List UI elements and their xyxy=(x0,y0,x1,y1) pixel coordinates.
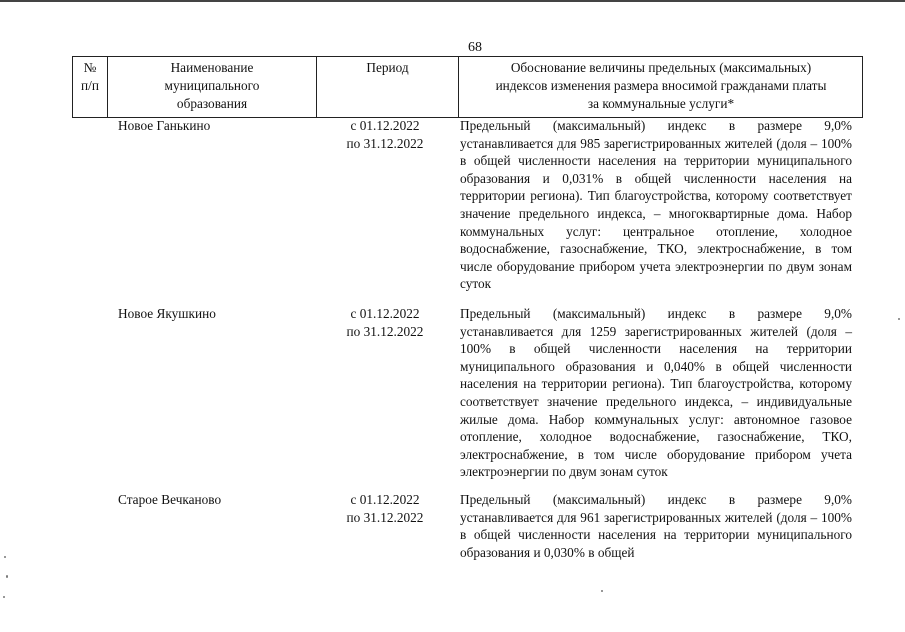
header-municipality: Наименование муниципального образования xyxy=(164,60,260,111)
basis-text: Предельный (максимальный) индекс в размере 9,0% устанавливается для 985 зарегистрированных жителей (доля – 100% в общей численности населения на территории муниципального образования и 0,031% в общей численности населения на территории региона). Тип благоустройства, которому соответствует значение предельного индекса, – многоквартирные дома. Набор коммунальных услуг: центральное отопление, холодное водоснабжение, газоснабжение, ТКО, электроснабжение, в том числе оборудование прибором учета электроэнергии по двум зонам суток xyxy=(460,118,852,292)
basis-text: Предельный (максимальный) индекс в размере 9,0% устанавливается для 961 зарегистрированных жителей (доля – 100% в общей численности населения на территории муниципального образования и 0,030% в общей xyxy=(460,492,852,560)
scan-speck xyxy=(898,318,900,320)
municipality-name: Старое Вечканово xyxy=(118,492,222,507)
header-period: Период xyxy=(366,60,409,75)
scan-speck xyxy=(601,590,603,592)
header-number: № п/п xyxy=(81,60,99,93)
municipality-name: Новое Ганькино xyxy=(118,118,211,133)
page-number: 68 xyxy=(468,40,482,55)
header-basis: Обоснование величины предельных (максимальных) индексов изменения размера вносимой гражданами платы за коммунальные услуги* xyxy=(495,60,827,111)
period-range: с 01.12.2022 по 31.12.2022 xyxy=(346,306,424,339)
municipality-name: Новое Якушкино xyxy=(118,306,216,321)
period-range: с 01.12.2022 по 31.12.2022 xyxy=(346,492,424,525)
top-border-line xyxy=(0,0,905,2)
scan-speck xyxy=(3,596,5,598)
scan-speck xyxy=(6,575,8,578)
scan-speck xyxy=(4,556,6,558)
table-header xyxy=(72,56,863,118)
period-range: с 01.12.2022 по 31.12.2022 xyxy=(346,118,424,151)
basis-text: Предельный (максимальный) индекс в размере 9,0% устанавливается для 1259 зарегистрированных жителей (доля – 100% в общей численности населения на территории муниципального образования и 0,040% в общей численности населения на территории региона). Тип благоустройства, которому соответствует значение предельного индекса, – индивидуальные жилые дома. Набор коммунальных услуг: автономное газовое отопление, холодное водоснабжение, газоснабжение, ТКО, электроснабжение, в том числе оборудование прибором учета электроэнергии по двум зонам суток xyxy=(460,306,852,480)
